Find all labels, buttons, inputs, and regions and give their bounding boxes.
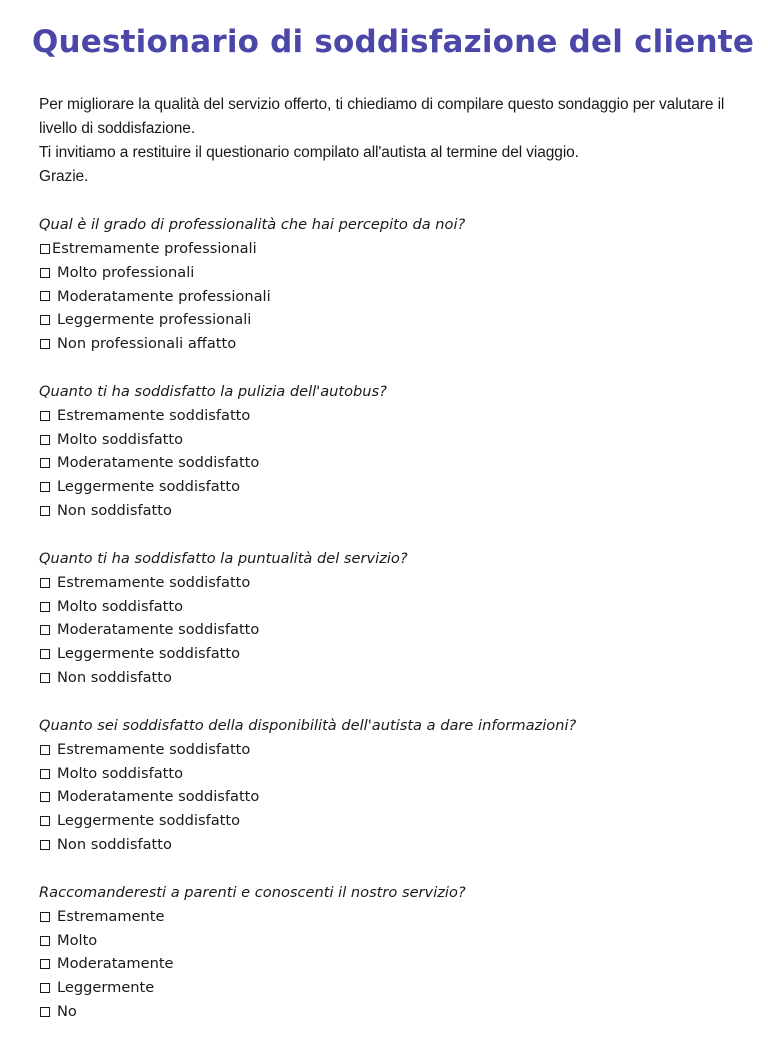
answer-option-label: Leggermente soddisfatto [57,478,241,496]
checkbox-icon[interactable] [40,315,50,325]
answer-options [39,738,739,857]
checkbox-icon[interactable] [40,291,50,301]
answer-options [39,237,739,356]
checkbox-icon[interactable] [40,983,50,993]
checkbox-icon[interactable] [40,959,50,969]
checkbox-icon[interactable] [40,458,50,468]
answer-option-label: Moderatamente [57,955,174,973]
checkbox-icon[interactable] [40,411,50,421]
answer-option-label: Non soddisfatto [57,669,172,687]
intro-paragraph: Grazie. [39,168,89,185]
answer-option[interactable] [39,786,739,810]
question-block [39,881,739,1024]
answer-option-label: Molto [57,931,98,949]
checkbox-icon[interactable] [40,649,50,659]
answer-option-label: Moderatamente professionali [57,287,271,305]
answer-option[interactable] [39,237,739,261]
answer-option-label: Moderatamente soddisfatto [57,621,260,639]
answer-option-label: Leggermente soddisfatto [57,812,241,830]
answer-option[interactable] [39,905,739,929]
checkbox-icon[interactable] [40,792,50,802]
checkbox-icon[interactable] [40,745,50,755]
checkbox-icon[interactable] [40,506,50,516]
answer-option[interactable] [39,595,739,619]
question-text: Quanto ti ha soddisfatto la pulizia dell'autobus? [39,382,387,400]
answer-option-label: No [57,1003,77,1021]
question-text: Qual è il grado di professionalità che hai percepito da noi? [39,216,466,233]
answer-option[interactable] [39,642,739,666]
answer-option[interactable] [39,475,739,499]
question-block [39,380,739,523]
answer-option-label: Non professionali affatto [57,335,237,353]
answer-option-label: Moderatamente soddisfatto [57,788,260,806]
answer-option[interactable] [39,308,739,332]
question-block [39,213,739,356]
answer-option[interactable] [39,452,739,476]
checkbox-icon[interactable] [40,244,50,254]
intro-paragraph: Ti invitiamo a restituire il questionario compilato all'autista al termine del viaggio. [39,144,579,161]
answer-option[interactable] [39,833,739,857]
answer-option[interactable] [39,976,739,1000]
checkbox-icon[interactable] [40,482,50,492]
answer-option-label: Non soddisfatto [57,836,172,854]
answer-option[interactable] [39,499,739,523]
answer-options [39,404,739,523]
answer-option-label: Molto soddisfatto [57,430,184,448]
checkbox-icon[interactable] [40,912,50,922]
answer-option-label: Molto soddisfatto [57,764,184,782]
questionnaire-body [39,93,739,1024]
question-text: Raccomanderesti a parenti e conoscenti il nostro servizio? [39,883,466,901]
intro-text [39,93,739,189]
answer-options [39,571,739,690]
answer-option[interactable] [39,428,739,452]
checkbox-icon[interactable] [40,625,50,635]
answer-option[interactable] [39,953,739,977]
answer-option-label: Molto professionali [57,263,195,281]
answer-option[interactable] [39,571,739,595]
checkbox-icon[interactable] [40,816,50,826]
checkbox-icon[interactable] [40,769,50,779]
answer-option[interactable] [39,261,739,285]
answer-option[interactable] [39,404,739,428]
answer-option[interactable] [39,762,739,786]
answer-option-label: Estremamente soddisfatto [57,740,251,758]
question-block [39,714,739,857]
answer-option-label: Estremamente soddisfatto [57,406,251,424]
checkbox-icon[interactable] [40,673,50,683]
question-text: Quanto sei soddisfatto della disponibilità dell'autista a dare informazioni? [39,716,577,734]
page-title: Questionario di soddisfazione del cliente [31,24,755,60]
answer-option[interactable] [39,666,739,690]
answer-option-label: Estremamente professionali [52,239,257,257]
checkbox-icon[interactable] [40,936,50,946]
answer-option[interactable] [39,929,739,953]
checkbox-icon[interactable] [40,268,50,278]
question-text: Quanto ti ha soddisfatto la puntualità del servizio? [39,549,408,567]
answer-option-label: Leggermente [57,979,155,997]
checkbox-icon[interactable] [40,840,50,850]
question-block [39,547,739,690]
answer-option[interactable] [39,738,739,762]
answer-option-label: Estremamente soddisfatto [57,573,251,591]
intro-paragraph: Per migliorare la qualità del servizio offerto, ti chiediamo di compilare questo sondaggio per valutare il livello di soddisfazione. [39,96,725,137]
answer-option-label: Moderatamente soddisfatto [57,454,260,472]
answer-option-label: Leggermente soddisfatto [57,645,241,663]
answer-option[interactable] [39,809,739,833]
answer-option-label: Molto soddisfatto [57,597,184,615]
answer-option[interactable] [39,332,739,356]
checkbox-icon[interactable] [40,1007,50,1017]
questions-list [39,213,739,1024]
answer-option-label: Non soddisfatto [57,502,172,520]
answer-option[interactable] [39,285,739,309]
answer-option-label: Leggermente professionali [57,311,252,329]
answer-option[interactable] [39,619,739,643]
answer-option-label: Estremamente [57,907,165,925]
answer-options [39,905,739,1024]
checkbox-icon[interactable] [40,602,50,612]
checkbox-icon[interactable] [40,578,50,588]
answer-option[interactable] [39,1000,739,1024]
checkbox-icon[interactable] [40,435,50,445]
checkbox-icon[interactable] [40,339,50,349]
